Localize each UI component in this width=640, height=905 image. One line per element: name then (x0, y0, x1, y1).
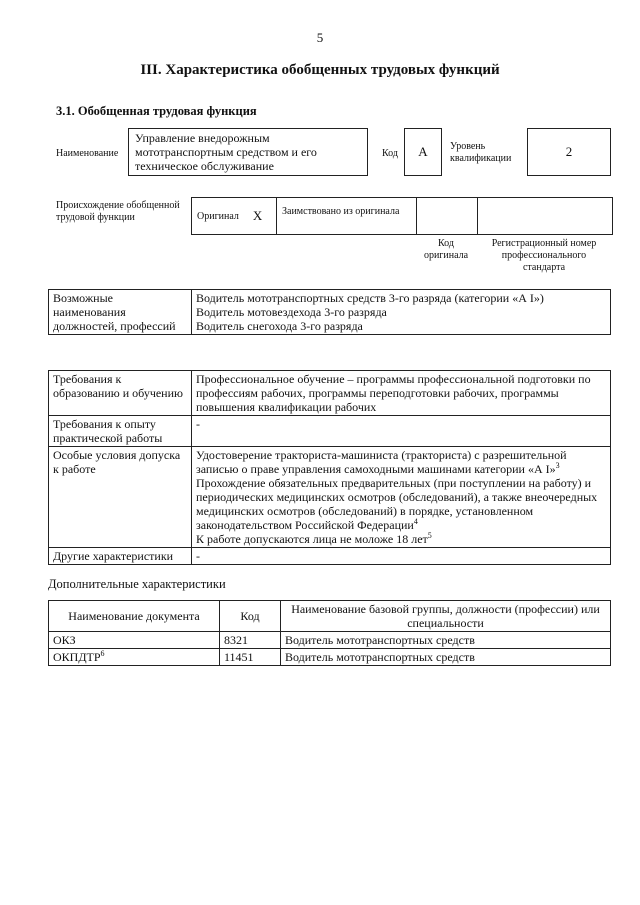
position-item: Водитель мототранспортных средств 3-го разряда (категории «А I») (196, 291, 544, 305)
origin-label: Происхождение обобщенной трудовой функции (56, 200, 180, 223)
reg-number-cell (478, 198, 612, 234)
positions-label: Возможные наименования должностей, профессий (49, 290, 192, 335)
additional-table (48, 600, 611, 666)
other-value: - (192, 548, 611, 565)
name-cell: Водитель мототранспортных средств (281, 649, 611, 666)
original-cell (192, 198, 277, 234)
header-code: Код (220, 601, 281, 632)
footnote-ref: 4 (413, 517, 418, 526)
code-value-box: А (404, 128, 442, 176)
positions-table (48, 289, 611, 335)
special-text-1: Удостоверение тракториста-машиниста (тракториста) с разрешительной записью о праве управления самоходными машинами категории «А I» (196, 448, 567, 476)
special-label: Особые условия допуска к работе (49, 447, 192, 548)
code-cell: 8321 (220, 632, 281, 649)
doc-cell (49, 649, 220, 666)
name-label: Наименование (56, 148, 119, 159)
origin-row (191, 197, 613, 235)
table-row (49, 416, 611, 447)
special-paragraph (196, 448, 606, 476)
position-item: Водитель мотовездехода 3-го разряда (196, 305, 387, 319)
doc-cell (49, 632, 220, 649)
name-cell: Водитель мототранспортных средств (281, 632, 611, 649)
doc-name: ОКЗ (53, 633, 76, 647)
table-row (49, 632, 611, 649)
footnote-ref: 6 (100, 649, 105, 658)
reg-number-caption: Регистрационный номер профессионального стандарта (491, 238, 597, 273)
table-row (49, 371, 611, 416)
table-row (49, 548, 611, 565)
other-label: Другие характеристики (49, 548, 192, 565)
function-name-box: Управление внедорожным мототранспортным средством и его техническое обслуживание (128, 128, 368, 176)
table-row (49, 649, 611, 666)
code-original-cell (417, 198, 478, 234)
subsection-title: 3.1. Обобщенная трудовая функция (56, 104, 257, 118)
requirements-table (48, 370, 611, 565)
special-text-3: К работе допускаются лица не моложе 18 лет (196, 532, 428, 546)
experience-label: Требования к опыту практической работы (49, 416, 192, 447)
special-paragraph (196, 532, 606, 546)
page-number: 5 (316, 30, 324, 45)
level-label: Уровень квалификации (450, 141, 512, 164)
doc-name: ОКПДТР (53, 650, 101, 664)
level-value-box: 2 (527, 128, 611, 176)
additional-title: Дополнительные характеристики (48, 577, 226, 591)
table-header-row (49, 601, 611, 632)
positions-value (192, 290, 611, 335)
special-value (192, 447, 611, 548)
code-label: Код (382, 148, 398, 159)
special-paragraph (196, 476, 606, 532)
section-title: III. Характеристика обобщенных трудовых функций (140, 62, 500, 78)
footnote-ref: 3 (555, 461, 560, 470)
table-row (49, 447, 611, 548)
experience-value: - (192, 416, 611, 447)
position-item: Водитель снегохода 3-го разряда (196, 319, 363, 333)
special-text-2: Прохождение обязательных предварительных (при поступлении на работу) и периодических медицинских осмотров (обследований), а также внеочередных медицинских осмотров (обследований) в порядке, установленном законодательством Российской Федерации (196, 476, 598, 532)
education-label: Требования к образованию и обучению (49, 371, 192, 416)
code-cell: 11451 (220, 649, 281, 666)
footnote-ref: 5 (427, 531, 432, 540)
code-original-caption: Код оригинала (423, 238, 469, 261)
original-mark: X (252, 208, 263, 223)
education-value: Профессиональное обучение – программы профессиональной подготовки по профессиям рабочих, программы переподготовки рабочих, программы повышения квалификации рабочих (192, 371, 611, 416)
header-doc: Наименование документа (49, 601, 220, 632)
borrowed-cell: Заимствовано из оригинала (277, 198, 417, 234)
table-row (49, 290, 611, 335)
header-name: Наименование базовой группы, должности (профессии) или специальности (281, 601, 611, 632)
original-label: Оригинал (197, 210, 239, 222)
